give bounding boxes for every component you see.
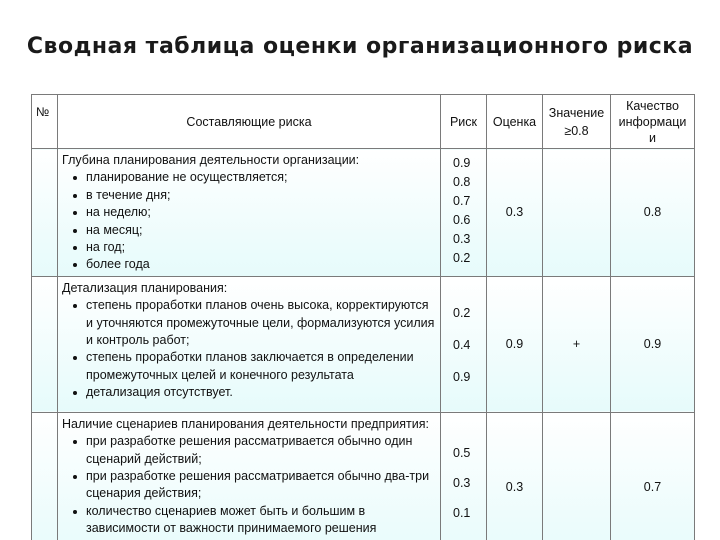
header-number: № (32, 95, 58, 149)
risk-component-heading: Глубина планирования деятельности организации: (62, 153, 360, 167)
list-item: степень проработки планов очень высока, корректируются и уточняются промежуточные цели, формализуются усилия и контроль работ; (62, 297, 436, 349)
header-threshold-label: Значение (548, 105, 605, 120)
list-item: на год; (62, 239, 436, 256)
threshold-cell (543, 412, 611, 540)
header-risk: Риск (441, 95, 487, 149)
risk-value: 0.8 (453, 175, 471, 189)
score-cell: 0.3 (487, 412, 543, 540)
header-score: Оценка (487, 95, 543, 149)
risk-values-cell (441, 412, 487, 540)
risk-component-heading: Детализация планирования: (62, 280, 228, 295)
list-item: более года (62, 256, 436, 273)
header-components: Составляющие риска (58, 95, 441, 149)
threshold-cell (543, 149, 611, 277)
risk-value: 0.1 (453, 505, 471, 520)
risk-option-list (62, 433, 436, 537)
list-item: планирование не осуществляется; (62, 169, 436, 186)
risk-value: 0.3 (453, 232, 471, 246)
row-number (32, 149, 58, 277)
quality-cell: 0.7 (611, 412, 695, 540)
risk-option-list (62, 297, 436, 401)
row-number (32, 276, 58, 412)
risk-values-cell (441, 149, 487, 277)
risk-component-cell (58, 149, 441, 277)
risk-value: 0.9 (453, 156, 471, 170)
risk-value: 0.2 (453, 251, 471, 265)
list-item: в течение дня; (62, 187, 436, 204)
list-item: при разработке решения рассматривается обычно два-три сценария действия; (62, 468, 436, 503)
score-cell: 0.3 (487, 149, 543, 277)
page-title: Сводная таблица оценки организационного риска (26, 34, 694, 59)
list-item: степень проработки планов заключается в определении промежуточных целей и конечного результата (62, 349, 436, 384)
risk-values-cell (441, 276, 487, 412)
header-threshold-value: ≥0.8 (564, 123, 589, 138)
risk-component-cell (58, 412, 441, 540)
list-item: при разработке решения рассматривается обычно один сценарий действий; (62, 433, 436, 468)
risk-value: 0.5 (453, 445, 471, 460)
list-item: на месяц; (62, 222, 436, 239)
list-item: на неделю; (62, 204, 436, 221)
risk-summary-table (31, 94, 695, 540)
threshold-cell: + (543, 276, 611, 412)
table-row (32, 149, 695, 277)
row-number (32, 412, 58, 540)
risk-value: 0.3 (453, 475, 471, 490)
risk-value: 0.2 (453, 305, 471, 320)
quality-cell: 0.9 (611, 276, 695, 412)
risk-value: 0.9 (453, 369, 471, 384)
risk-component-cell (58, 276, 441, 412)
header-threshold (543, 95, 611, 149)
table-row (32, 412, 695, 540)
header-quality: Качество информаци и (611, 95, 695, 149)
table-header-row (32, 95, 695, 149)
risk-value: 0.7 (453, 194, 471, 208)
risk-value: 0.4 (453, 337, 471, 352)
risk-option-list (62, 169, 436, 273)
risk-value: 0.6 (453, 213, 471, 227)
risk-component-heading: Наличие сценариев планирования деятельности предприятия: (62, 416, 429, 431)
quality-cell: 0.8 (611, 149, 695, 277)
table-row (32, 276, 695, 412)
score-cell: 0.9 (487, 276, 543, 412)
list-item: детализация отсутствует. (62, 384, 436, 401)
list-item: количество сценариев может быть и большим в зависимости от важности принимаемого решения (62, 503, 436, 538)
